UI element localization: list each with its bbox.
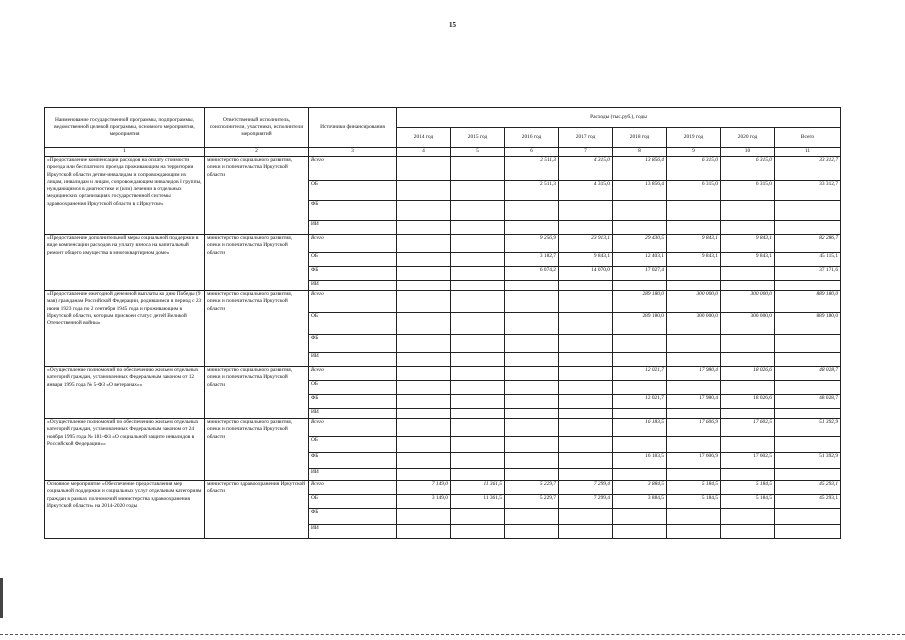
bottom-rule [0,634,905,635]
source-cell: ОБ [309,313,397,335]
value-cell: 4 315,0 [559,157,613,181]
value-cell [721,335,775,353]
value-cell: 13 856,4 [613,157,667,181]
value-cell: 51 392,9 [775,419,841,437]
value-cell: 18 026,6 [721,367,775,381]
source-cell: Всего [309,157,397,181]
header-executor: Ответственный исполнитель, соисполнители, участники, исполнители мероприятий [205,108,309,148]
value-cell [559,409,613,419]
value-cell [397,253,451,267]
value-cell: 17 602,5 [721,453,775,469]
value-cell [397,235,451,253]
value-cell [613,353,667,367]
source-cell: Всего [309,235,397,253]
value-cell [775,201,841,221]
value-cell: 16 183,5 [613,453,667,469]
value-cell [505,437,559,453]
value-cell: 16 183,5 [613,419,667,437]
value-cell: 2 511,3 [505,181,559,201]
source-cell: ФБ [309,267,397,281]
value-cell [397,221,451,235]
program-cell: «Осуществление полномочий по обеспечению жильем отдельных категорий граждан, установленных Федеральным законом от 12 января 1995 года № 5-ФЗ «О ветеранах»» [45,367,205,419]
value-cell [451,437,505,453]
value-cell: 5 229,7 [505,495,559,509]
value-cell [721,525,775,539]
column-number: 1 [45,148,205,157]
header-year: 2019 год [667,128,721,148]
value-cell [775,335,841,353]
value-cell: 889 180,0 [775,313,841,335]
value-cell: 300 000,0 [721,291,775,313]
value-cell: 889 180,0 [775,291,841,313]
page-number: 15 [449,21,456,29]
source-cell: ИИ [309,353,397,367]
value-cell: 12 403,1 [613,253,667,267]
source-cell: ОБ [309,495,397,509]
executor-cell: министерство социального развития, опеки и попечительства Иркутской области [205,157,309,235]
value-cell: 23 913,1 [559,235,613,253]
column-number: 6 [505,148,559,157]
value-cell: 3 884,5 [613,495,667,509]
value-cell: 9 843,1 [667,253,721,267]
program-cell: «Предоставление компенсации расходов на оплату стоимости проезда или бесплатного проезда проживающим на территории Иркутской области детям-инвалидам и сопровождающим их лицам, инвалидам и лицам, сопровождающим инвалидов I группы, нуждающимся в диагностике и (или) лечении в отдельных медицинских организациях государственной системы здравоохранения Иркутской области в г.Иркутске» [45,157,205,235]
value-cell [613,221,667,235]
value-cell [505,409,559,419]
value-cell [667,221,721,235]
value-cell [451,419,505,437]
value-cell [397,335,451,353]
source-cell: ОБ [309,381,397,395]
value-cell [397,453,451,469]
value-cell: 17 606,9 [667,419,721,437]
value-cell [505,453,559,469]
value-cell: 45 115,1 [775,253,841,267]
source-cell: ФБ [309,509,397,525]
executor-cell: министерство здравоохранения Иркутской области [205,481,309,539]
value-cell [559,291,613,313]
value-cell [505,281,559,291]
value-cell [397,395,451,409]
value-cell [559,381,613,395]
value-cell [451,381,505,395]
source-cell: Всего [309,367,397,381]
value-cell [775,437,841,453]
value-cell [559,419,613,437]
value-cell: 11 361,5 [451,495,505,509]
header-expenses: Расходы (тыс.руб.), годы [397,108,841,128]
header-year: 2014 год [397,128,451,148]
value-cell [667,335,721,353]
column-number: 2 [205,148,309,157]
source-cell: ФБ [309,335,397,353]
value-cell: 6 315,0 [667,181,721,201]
value-cell [667,201,721,221]
source-cell: ОБ [309,437,397,453]
value-cell: 7 299,4 [559,481,613,495]
table-row [45,481,841,495]
value-cell [775,353,841,367]
budget-table [44,107,841,539]
value-cell [721,509,775,525]
value-cell [721,267,775,281]
value-cell: 4 315,0 [559,181,613,201]
value-cell [721,221,775,235]
value-cell [505,353,559,367]
source-cell: ФБ [309,395,397,409]
value-cell [451,281,505,291]
value-cell [505,221,559,235]
source-cell: ОБ [309,181,397,201]
value-cell [721,469,775,481]
value-cell [451,253,505,267]
value-cell [559,395,613,409]
value-cell [613,509,667,525]
value-cell [451,157,505,181]
source-cell: ИИ [309,525,397,539]
header-year: 2016 год [505,128,559,148]
value-cell: 289 180,0 [613,313,667,335]
value-cell [559,437,613,453]
value-cell: 289 180,0 [613,291,667,313]
value-cell: 37 171,6 [775,267,841,281]
value-cell [613,335,667,353]
value-cell [721,201,775,221]
value-cell: 17 027,4 [613,267,667,281]
value-cell [559,367,613,381]
value-cell [451,335,505,353]
source-cell: ИИ [309,281,397,291]
column-number: 8 [613,148,667,157]
value-cell [505,335,559,353]
value-cell [451,181,505,201]
table-row [45,157,841,181]
value-cell: 33 312,7 [775,157,841,181]
column-number: 5 [451,148,505,157]
value-cell [397,353,451,367]
value-cell: 12 021,7 [613,367,667,381]
value-cell [451,525,505,539]
value-cell [397,437,451,453]
value-cell: 9 843,1 [721,235,775,253]
value-cell: 82 286,7 [775,235,841,253]
value-cell [451,221,505,235]
value-cell [613,201,667,221]
value-cell [613,281,667,291]
value-cell: 300 000,0 [667,313,721,335]
column-number: 11 [775,148,841,157]
value-cell [451,201,505,221]
table-row [45,235,841,253]
value-cell: 45 293,1 [775,481,841,495]
value-cell: 300 000,0 [667,291,721,313]
value-cell [775,525,841,539]
value-cell [721,353,775,367]
value-cell [667,525,721,539]
value-cell: 5 229,7 [505,481,559,495]
source-cell: ИИ [309,409,397,419]
value-cell [505,201,559,221]
value-cell [721,281,775,291]
source-cell: ФБ [309,201,397,221]
value-cell [505,419,559,437]
value-cell [559,525,613,539]
value-cell: 45 293,1 [775,495,841,509]
value-cell [397,469,451,481]
value-cell: 17 980,4 [667,395,721,409]
scan-edge-mark [0,578,3,618]
value-cell [505,509,559,525]
value-cell [559,453,613,469]
value-cell: 6 315,0 [667,157,721,181]
value-cell [667,409,721,419]
column-number: 10 [721,148,775,157]
value-cell [559,469,613,481]
value-cell: 5 184,5 [721,495,775,509]
value-cell [397,281,451,291]
program-cell: «Предоставление дополнительной меры социальной поддержки в виде компенсации расходов на уплату взноса на капитальный ремонт общего имущества в многоквартирном доме» [45,235,205,291]
value-cell [505,291,559,313]
value-cell [505,525,559,539]
value-cell: 9 843,1 [667,235,721,253]
value-cell [397,267,451,281]
header-year: Всего [775,128,841,148]
value-cell: 18 026,6 [721,395,775,409]
value-cell [397,291,451,313]
value-cell [397,525,451,539]
value-cell: 51 392,9 [775,453,841,469]
value-cell: 48 028,7 [775,395,841,409]
value-cell [613,409,667,419]
value-cell: 48 028,7 [775,367,841,381]
value-cell [397,509,451,525]
value-cell [397,419,451,437]
value-cell: 3 182,7 [505,253,559,267]
value-cell [667,267,721,281]
value-cell: 17 602,5 [721,419,775,437]
value-cell: 7 299,4 [559,495,613,509]
value-cell [505,367,559,381]
value-cell [613,437,667,453]
value-cell [397,313,451,335]
value-cell [451,453,505,469]
value-cell: 5 184,5 [667,481,721,495]
value-cell [775,221,841,235]
value-cell [397,381,451,395]
value-cell [451,395,505,409]
column-number: 7 [559,148,613,157]
value-cell: 5 184,5 [721,481,775,495]
value-cell [775,381,841,395]
executor-cell: министерство социального развития, опеки и попечительства Иркутской области [205,367,309,419]
value-cell [397,409,451,419]
value-cell [451,367,505,381]
value-cell [775,409,841,419]
source-cell: Всего [309,419,397,437]
table-row [45,367,841,381]
executor-cell: министерство социального развития, опеки и попечительства Иркутской области [205,419,309,481]
value-cell: 17 980,4 [667,367,721,381]
source-cell: ОБ [309,253,397,267]
value-cell [397,181,451,201]
value-cell [397,157,451,181]
value-cell: 14 070,0 [559,267,613,281]
value-cell [775,509,841,525]
value-cell [559,221,613,235]
value-cell [667,381,721,395]
value-cell: 9 843,1 [559,253,613,267]
value-cell [451,353,505,367]
value-cell [721,437,775,453]
executor-cell: министерство социального развития, опеки и попечительства Иркутской области [205,235,309,291]
program-cell: «Предоставление ежегодной денежной выплаты ко дню Победы (9 мая) гражданам Российской Федерации, родившимся в период с 23 июня 1923 года по 2 сентября 1945 года и проживающим в Иркутской области, которым присвоен статус детей Великой Отечественной войны» [45,291,205,367]
value-cell [451,469,505,481]
value-cell [559,281,613,291]
value-cell [505,469,559,481]
source-cell: ИИ [309,221,397,235]
value-cell [613,525,667,539]
value-cell [613,469,667,481]
source-cell: Всего [309,291,397,313]
value-cell: 3 884,5 [613,481,667,495]
value-cell [559,509,613,525]
value-cell [613,381,667,395]
value-cell [559,335,613,353]
source-cell: ИИ [309,469,397,481]
value-cell: 29 430,5 [613,235,667,253]
value-cell: 12 021,7 [613,395,667,409]
source-cell: Всего [309,481,397,495]
value-cell: 6 315,0 [721,157,775,181]
value-cell [775,281,841,291]
value-cell [721,409,775,419]
header-source: Источники финансирования [309,108,397,148]
value-cell [505,313,559,335]
value-cell [451,267,505,281]
column-number: 9 [667,148,721,157]
header-program: Наименование государственной программы, подпрограммы, ведомственной целевой программы, основного мероприятия, мероприятия [45,108,205,148]
value-cell [775,469,841,481]
header-year: 2015 год [451,128,505,148]
program-cell: Основное мероприятие «Обеспечение предоставления мер социальной поддержки и социальных услуг отдельным категориям граждан в рамках полномочий министерства здравоохранения Иркутской области» на 2014-2020 годы [45,481,205,539]
value-cell [451,291,505,313]
value-cell: 6 074,2 [505,267,559,281]
program-cell: «Осуществление полномочий по обеспечению жильем отдельных категорий граждан, установленных Федеральным законом от 24 ноября 1995 года № 181-ФЗ «О социальной защите инвалидов в Российской Федерации»» [45,419,205,481]
value-cell [451,509,505,525]
value-cell [451,235,505,253]
value-cell: 33 312,7 [775,181,841,201]
value-cell [667,469,721,481]
value-cell [505,395,559,409]
column-number: 4 [397,148,451,157]
value-cell [721,381,775,395]
value-cell: 2 511,3 [505,157,559,181]
value-cell: 11 361,5 [451,481,505,495]
value-cell: 5 184,5 [667,495,721,509]
header-year: 2017 год [559,128,613,148]
source-cell: ФБ [309,453,397,469]
value-cell [397,201,451,221]
executor-cell: министерство социального развития, опеки и попечительства Иркутской области [205,291,309,367]
value-cell [559,201,613,221]
value-cell: 6 315,0 [721,181,775,201]
value-cell [559,353,613,367]
value-cell [451,409,505,419]
value-cell [667,509,721,525]
value-cell [451,313,505,335]
header-year: 2020 год [721,128,775,148]
value-cell: 9 843,1 [721,253,775,267]
value-cell: 13 856,4 [613,181,667,201]
value-cell [667,353,721,367]
value-cell: 300 000,0 [721,313,775,335]
value-cell [667,437,721,453]
value-cell [559,313,613,335]
table-row [45,419,841,437]
value-cell: 3 149,0 [397,495,451,509]
value-cell [667,281,721,291]
value-cell: 9 256,9 [505,235,559,253]
column-number: 3 [309,148,397,157]
table-row [45,291,841,313]
value-cell [397,367,451,381]
header-year: 2018 год [613,128,667,148]
value-cell [505,381,559,395]
value-cell: 7 149,0 [397,481,451,495]
value-cell: 17 606,9 [667,453,721,469]
